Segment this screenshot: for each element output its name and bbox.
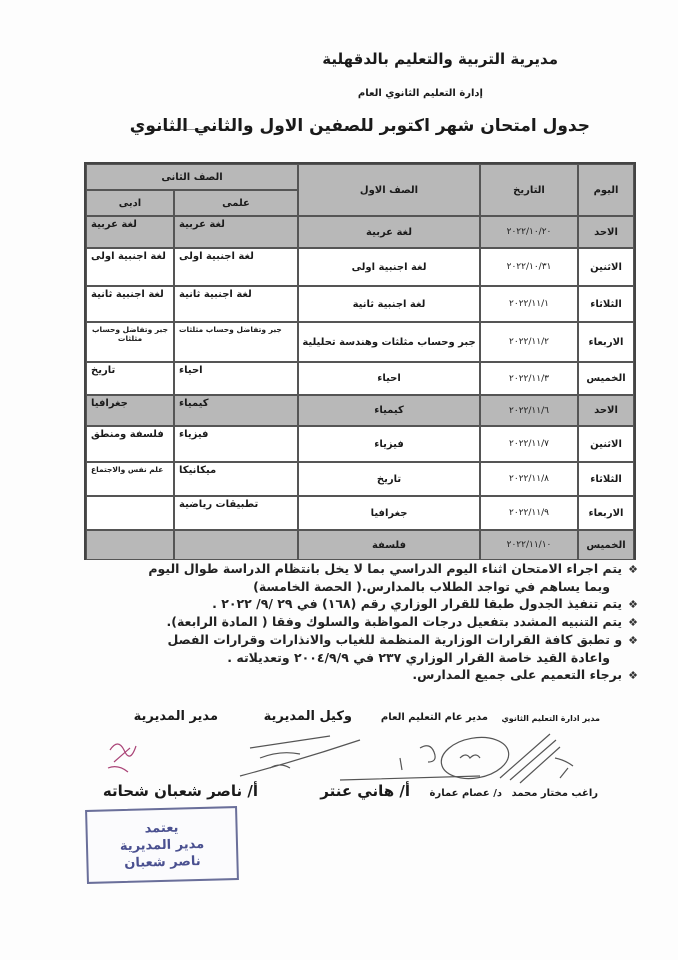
bullet-icon: ❖: [628, 669, 638, 682]
cell-literary: علم نفس والاجتماع: [86, 462, 174, 496]
handwritten-signatures: [100, 728, 620, 788]
cell-science: كيمياء: [174, 395, 298, 426]
cell-day: الخميس: [578, 362, 634, 395]
cell-date: ٢٠٢٢/١١/٢: [480, 322, 578, 362]
header-science: علمى: [174, 190, 298, 216]
cell-science: احياء: [174, 362, 298, 395]
stamp-line-2: مدير المديرية: [119, 836, 205, 854]
cell-date: ٢٠٢٢/١١/٨: [480, 462, 578, 496]
note-4: [78, 631, 638, 649]
cell-day: الخميس: [578, 530, 634, 560]
title-directorate-director: مدير المديرية: [133, 709, 218, 724]
cell-first: لغة اجنبية اولى: [298, 248, 480, 286]
name-secondary-admin-director: راغب مختار محمد: [511, 788, 598, 799]
stamp-line-1: يعتمد: [144, 820, 179, 836]
cell-first: جغرافيا: [298, 496, 480, 530]
cell-first: جبر وحساب مثلثات وهندسة تحليلية: [298, 322, 480, 362]
note-4-line-1: و تطبق كافة القرارات الوزارية المنظمة للغياب والانذارات وقرارات الفصل: [167, 632, 623, 647]
cell-science: ميكانيكا: [174, 462, 298, 496]
cell-science: لغة اجنبية اولى: [174, 248, 298, 286]
cell-literary: لغة اجنبية ثانية: [86, 286, 174, 322]
bullet-icon: ❖: [628, 634, 638, 647]
cell-day: الثلاثاء: [578, 286, 634, 322]
cell-first: لغة اجنبية ثانية: [298, 286, 480, 322]
cell-date: ٢٠٢٢/١١/٧: [480, 426, 578, 462]
note-5-text: برجاء التعميم على جميع المدارس.: [412, 667, 623, 682]
cell-date: ٢٠٢٢/١٠/٣١: [480, 248, 578, 286]
cell-first: كيمياء: [298, 395, 480, 426]
cell-science: لغة اجنبية ثانية: [174, 286, 298, 322]
cell-literary: [86, 530, 174, 560]
cell-literary: لغة اجنبية اولى: [86, 248, 174, 286]
cell-first: تاريخ: [298, 462, 480, 496]
title-deputy: وكيل المديرية: [263, 709, 352, 724]
note-1: [78, 560, 638, 578]
bullet-icon: ❖: [628, 616, 638, 629]
note-3-text: يتم التنبيه المشدد بتفعيل درجات المواظبة والسلوك وفقا ( المادة الرابعة).: [166, 614, 623, 629]
notes-section: [78, 560, 638, 684]
title-secondary-admin-director: مدير ادارة التعليم الثانوي: [501, 714, 600, 723]
header-first-grade: الصف الاول: [298, 164, 480, 216]
cell-date: ٢٠٢٢/١١/١٠: [480, 530, 578, 560]
cell-day: الثلاثاء: [578, 462, 634, 496]
cell-literary: [86, 496, 174, 530]
cell-date: ٢٠٢٢/١١/٣: [480, 362, 578, 395]
cell-science: لغة عربية: [174, 216, 298, 248]
cell-first: فلسفة: [298, 530, 480, 560]
cell-day: الاحد: [578, 395, 634, 426]
note-5: [78, 666, 638, 684]
cell-day: الاربعاء: [578, 322, 634, 362]
directorate-heading: مديرية التربية والتعليم بالدقهلية: [322, 50, 558, 68]
note-2: [78, 595, 638, 613]
cell-date: ٢٠٢٢/١٠/٢٠: [480, 216, 578, 248]
cell-date: ٢٠٢٢/١١/١: [480, 286, 578, 322]
cell-date: ٢٠٢٢/١١/٦: [480, 395, 578, 426]
signature-director-mark: [108, 744, 136, 772]
note-2-text: يتم تنفيذ الجدول طبقا للقرار الوزاري رقم (١٦٨) في ٢٩ /٩/ ٢٠٢٢ .: [212, 596, 623, 611]
approval-stamp: [85, 806, 239, 884]
cell-literary: فلسفة ومنطق: [86, 426, 174, 462]
title-general-education-director: مدير عام التعليم العام: [380, 712, 488, 723]
cell-literary: تاريخ: [86, 362, 174, 395]
cell-science: [174, 530, 298, 560]
cell-science: فيزياء: [174, 426, 298, 462]
cell-literary: جغرافيا: [86, 395, 174, 426]
header-second-grade: الصف الثانى: [86, 164, 298, 190]
note-1-continued: وبما يساهم في تواجد الطلاب بالمدارس.( الحصة الخامسة): [253, 579, 610, 594]
bullet-icon: ❖: [628, 598, 638, 611]
header-date: التاريخ: [480, 164, 578, 216]
stamp-line-3: ناصر شعبان: [124, 853, 201, 871]
name-deputy: أ/ هاني عنتر: [320, 782, 410, 800]
cell-day: الاثنين: [578, 426, 634, 462]
name-directorate-director: أ/ ناصر شعبان شحاته: [102, 782, 258, 800]
cell-first: فيزياء: [298, 426, 480, 462]
header-literary: ادبى: [86, 190, 174, 216]
bullet-icon: ❖: [628, 563, 638, 576]
cell-literary: جبر وتفاضل وحساب مثلثات: [86, 322, 174, 362]
cell-date: ٢٠٢٢/١١/٩: [480, 496, 578, 530]
cell-science: تطبيقات رياضية: [174, 496, 298, 530]
cell-first: احياء: [298, 362, 480, 395]
cell-science: جبر وتفاضل وحساب مثلثات: [174, 322, 298, 362]
note-1-line-1: يتم اجراء الامتحان اثناء اليوم الدراسي بما لا يخل بانتظام الدراسة طوال اليوم: [148, 561, 623, 576]
cell-literary: لغة عربية: [86, 216, 174, 248]
cell-first: لغة عربية: [298, 216, 480, 248]
administration-heading: إدارة التعليم الثانوي العام: [357, 88, 483, 99]
cell-day: الاربعاء: [578, 496, 634, 530]
note-4-continued: واعادة القيد خاصة القرار الوزاري ٢٣٧ في ٢٠٠٤/٩/٩ وتعديلاته .: [227, 650, 610, 665]
exam-schedule-table: [84, 162, 636, 560]
name-general-education-director: د/ عصام عمارة: [429, 788, 502, 799]
note-3: [78, 613, 638, 631]
header-day: اليوم: [578, 164, 634, 216]
document-title: جدول امتحان شهر اكتوبر للصفين الاول والثاني الثانوي: [129, 116, 590, 136]
cell-day: الاحد: [578, 216, 634, 248]
cell-day: الاثنين: [578, 248, 634, 286]
